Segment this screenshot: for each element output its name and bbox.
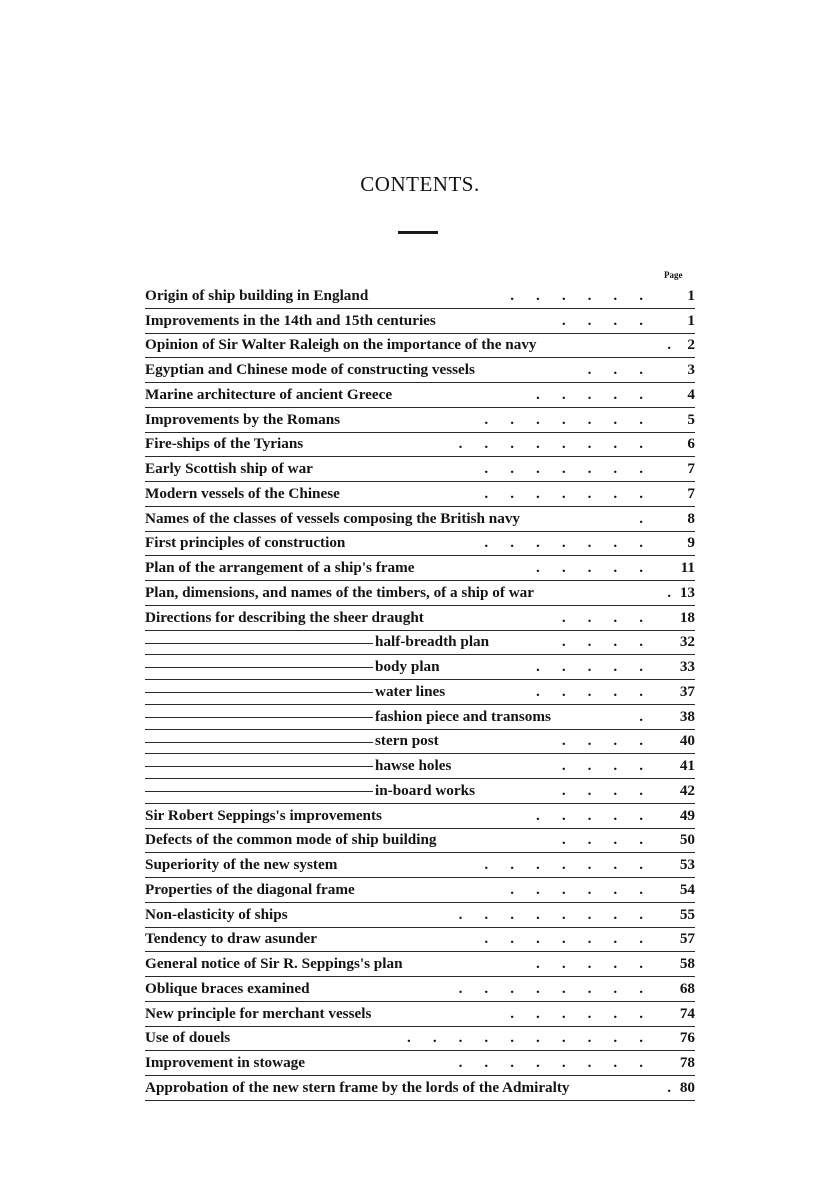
page-title: CONTENTS. bbox=[360, 172, 480, 196]
toc-entry-page: 1 bbox=[687, 311, 695, 329]
toc-entry-title: Egyptian and Chinese mode of constructing vessels bbox=[145, 361, 475, 378]
dot-leader: ....... bbox=[484, 484, 665, 502]
dot-leader: ...... bbox=[510, 286, 665, 304]
toc-entry-page: 33 bbox=[679, 658, 695, 675]
toc-entry-title: Directions for describing the sheer draught bbox=[145, 608, 424, 626]
toc-entry-title: General notice of Sir R. Seppings's plan bbox=[145, 955, 403, 972]
toc-entry[interactable] bbox=[145, 482, 695, 507]
toc-entry-page: 5 bbox=[687, 410, 695, 428]
toc-entry[interactable] bbox=[145, 730, 695, 755]
toc-entry-title: half-breadth plan bbox=[375, 633, 490, 651]
title-rule bbox=[398, 231, 438, 234]
toc-entry-page: 78 bbox=[679, 1054, 695, 1071]
dot-leader: . bbox=[667, 1078, 671, 1096]
toc-entry-title: in-board works bbox=[375, 781, 476, 799]
dot-leader: ....... bbox=[484, 410, 665, 428]
dot-leader: .... bbox=[561, 311, 665, 329]
toc-entry-title: Defects of the common mode of ship building bbox=[145, 831, 437, 849]
toc-entry-page: 6 bbox=[687, 435, 695, 453]
toc-entry-title: Oblique braces examined bbox=[145, 979, 310, 997]
toc-entry-page: 32 bbox=[679, 633, 695, 651]
toc-entry-title: Improvements by the Romans bbox=[145, 410, 341, 428]
toc-entry-title: Improvements in the 14th and 15th centuries bbox=[145, 311, 436, 329]
toc-entry-page: 76 bbox=[679, 1029, 695, 1047]
dot-leader: ..... bbox=[536, 385, 665, 403]
toc-entry-title: Approbation of the new stern frame by the lords of the Admiralty bbox=[145, 1078, 570, 1096]
toc-entry-page: 68 bbox=[679, 979, 695, 997]
toc-entry-title: Origin of ship building in England bbox=[145, 286, 369, 304]
toc-entry-title: Opinion of Sir Walter Raleigh on the importance of the navy bbox=[145, 336, 537, 354]
toc-entry-title: Non-elasticity of ships bbox=[145, 905, 288, 923]
toc-entry-page: 54 bbox=[679, 880, 695, 898]
toc-entry-page: 50 bbox=[679, 831, 695, 849]
toc-entry-title: Plan, dimensions, and names of the timbers, of a ship of war bbox=[145, 583, 534, 601]
toc-entry[interactable] bbox=[145, 878, 695, 903]
toc-entry-title: Names of the classes of vessels composing the British navy bbox=[145, 509, 521, 527]
toc-entry-page: 7 bbox=[687, 484, 695, 502]
toc-entry-title: First principles of construction bbox=[145, 534, 346, 552]
dot-leader: .... bbox=[561, 732, 665, 750]
toc-entry[interactable] bbox=[145, 680, 695, 705]
table-of-contents bbox=[145, 284, 695, 1101]
toc-entry-page: 13 bbox=[679, 583, 695, 601]
toc-entry-page: 18 bbox=[679, 608, 695, 626]
dot-leader: . bbox=[639, 707, 665, 725]
dot-leader: .... bbox=[561, 633, 665, 651]
toc-entry[interactable] bbox=[145, 1027, 695, 1052]
toc-entry-title: Plan of the arrangement of a ship's frame bbox=[145, 559, 415, 576]
toc-entry-title: stern post bbox=[375, 732, 439, 750]
toc-entry[interactable] bbox=[145, 705, 695, 730]
toc-entry-title: water lines bbox=[375, 682, 446, 700]
toc-entry-page: 7 bbox=[687, 460, 695, 477]
ditto-rule bbox=[145, 692, 373, 693]
toc-entry-page: 9 bbox=[687, 534, 695, 552]
toc-entry[interactable] bbox=[145, 829, 695, 854]
toc-entry[interactable] bbox=[145, 556, 695, 581]
toc-entry-title: Marine architecture of ancient Greece bbox=[145, 385, 393, 403]
toc-entry-page: 42 bbox=[679, 781, 695, 799]
dot-leader: ..... bbox=[536, 559, 665, 576]
toc-entry-title: Improvement in stowage bbox=[145, 1054, 306, 1071]
dot-leader: ........ bbox=[458, 435, 665, 453]
dot-leader: ...... bbox=[510, 880, 665, 898]
dot-leader: . bbox=[639, 509, 665, 527]
dot-leader: ..... bbox=[536, 682, 665, 700]
toc-entry-page: 38 bbox=[679, 707, 695, 725]
toc-entry[interactable] bbox=[145, 408, 695, 433]
toc-entry[interactable] bbox=[145, 606, 695, 631]
toc-entry-title: Use of douels bbox=[145, 1029, 231, 1047]
toc-entry-title: Superiority of the new system bbox=[145, 856, 338, 873]
toc-entry[interactable] bbox=[145, 631, 695, 656]
toc-entry-page: 2 bbox=[687, 336, 695, 354]
toc-entry-title: New principle for merchant vessels bbox=[145, 1004, 372, 1022]
ditto-rule bbox=[145, 667, 373, 668]
ditto-rule bbox=[145, 717, 373, 718]
toc-entry[interactable] bbox=[145, 977, 695, 1002]
toc-entry[interactable] bbox=[145, 754, 695, 779]
toc-entry[interactable] bbox=[145, 928, 695, 953]
dot-leader: ....... bbox=[484, 534, 665, 552]
toc-entry[interactable] bbox=[145, 853, 695, 878]
toc-entry[interactable] bbox=[145, 383, 695, 408]
toc-entry-page: 74 bbox=[679, 1004, 695, 1022]
page-column-label: Page bbox=[664, 270, 683, 280]
dot-leader: ........ bbox=[458, 1054, 665, 1071]
toc-entry[interactable] bbox=[145, 903, 695, 928]
toc-entry-title: fashion piece and transoms bbox=[375, 707, 551, 725]
toc-entry-page: 1 bbox=[687, 286, 695, 304]
toc-entry-page: 40 bbox=[679, 732, 695, 750]
toc-entry[interactable] bbox=[145, 334, 695, 359]
ditto-rule bbox=[145, 742, 373, 743]
dot-leader: .... bbox=[561, 757, 665, 774]
dot-leader: ...... bbox=[510, 1004, 665, 1022]
ditto-rule bbox=[145, 766, 373, 767]
toc-entry-page: 41 bbox=[679, 757, 695, 774]
toc-entry-page: 49 bbox=[679, 806, 695, 824]
toc-entry[interactable] bbox=[145, 457, 695, 482]
toc-entry-page: 53 bbox=[679, 856, 695, 873]
toc-entry-title: Modern vessels of the Chinese bbox=[145, 484, 340, 502]
toc-entry[interactable] bbox=[145, 507, 695, 532]
toc-entry[interactable] bbox=[145, 1002, 695, 1027]
toc-entry[interactable] bbox=[145, 532, 695, 557]
toc-entry-page: 55 bbox=[679, 905, 695, 923]
dot-leader: ....... bbox=[484, 930, 665, 948]
ditto-rule bbox=[145, 791, 373, 792]
toc-entry-page: 11 bbox=[680, 559, 695, 576]
toc-entry-page: 37 bbox=[679, 682, 695, 700]
toc-entry-page: 8 bbox=[687, 509, 695, 527]
dot-leader: ... bbox=[587, 361, 665, 378]
dot-leader: ....... bbox=[484, 856, 665, 873]
toc-entry[interactable] bbox=[145, 433, 695, 458]
dot-leader: .... bbox=[561, 781, 665, 799]
toc-entry-title: hawse holes bbox=[375, 757, 452, 774]
toc-entry[interactable] bbox=[145, 952, 695, 977]
toc-entry-title: body plan bbox=[375, 658, 440, 675]
dot-leader: .... bbox=[561, 831, 665, 849]
toc-entry-page: 3 bbox=[687, 361, 695, 378]
dot-leader: . bbox=[667, 336, 671, 354]
toc-entry-title: Properties of the diagonal frame bbox=[145, 880, 355, 898]
toc-entry[interactable] bbox=[145, 581, 695, 606]
toc-entry-title: Tendency to draw asunder bbox=[145, 930, 318, 948]
toc-entry-title: Early Scottish ship of war bbox=[145, 460, 313, 477]
toc-entry-page: 58 bbox=[679, 955, 695, 972]
dot-leader: .......... bbox=[407, 1029, 665, 1047]
dot-leader: .... bbox=[561, 608, 665, 626]
toc-entry-page: 57 bbox=[679, 930, 695, 948]
toc-entry[interactable] bbox=[145, 284, 695, 309]
dot-leader: ..... bbox=[536, 806, 665, 824]
toc-entry-title: Fire-ships of the Tyrians bbox=[145, 435, 304, 453]
toc-entry[interactable] bbox=[145, 1076, 695, 1101]
toc-entry-page: 4 bbox=[687, 385, 695, 403]
toc-entry-title: Sir Robert Seppings's improvements bbox=[145, 806, 382, 824]
dot-leader: ..... bbox=[536, 955, 665, 972]
toc-entry[interactable] bbox=[145, 655, 695, 680]
toc-entry[interactable] bbox=[145, 1051, 695, 1076]
toc-entry[interactable] bbox=[145, 309, 695, 334]
dot-leader: ..... bbox=[536, 658, 665, 675]
toc-entry[interactable] bbox=[145, 779, 695, 804]
dot-leader: . bbox=[667, 583, 671, 601]
dot-leader: ........ bbox=[458, 905, 665, 923]
toc-entry[interactable] bbox=[145, 804, 695, 829]
dot-leader: ........ bbox=[458, 979, 665, 997]
dot-leader: ....... bbox=[484, 460, 665, 477]
toc-entry[interactable] bbox=[145, 358, 695, 383]
ditto-rule bbox=[145, 643, 373, 644]
toc-entry-page: 80 bbox=[679, 1078, 695, 1096]
